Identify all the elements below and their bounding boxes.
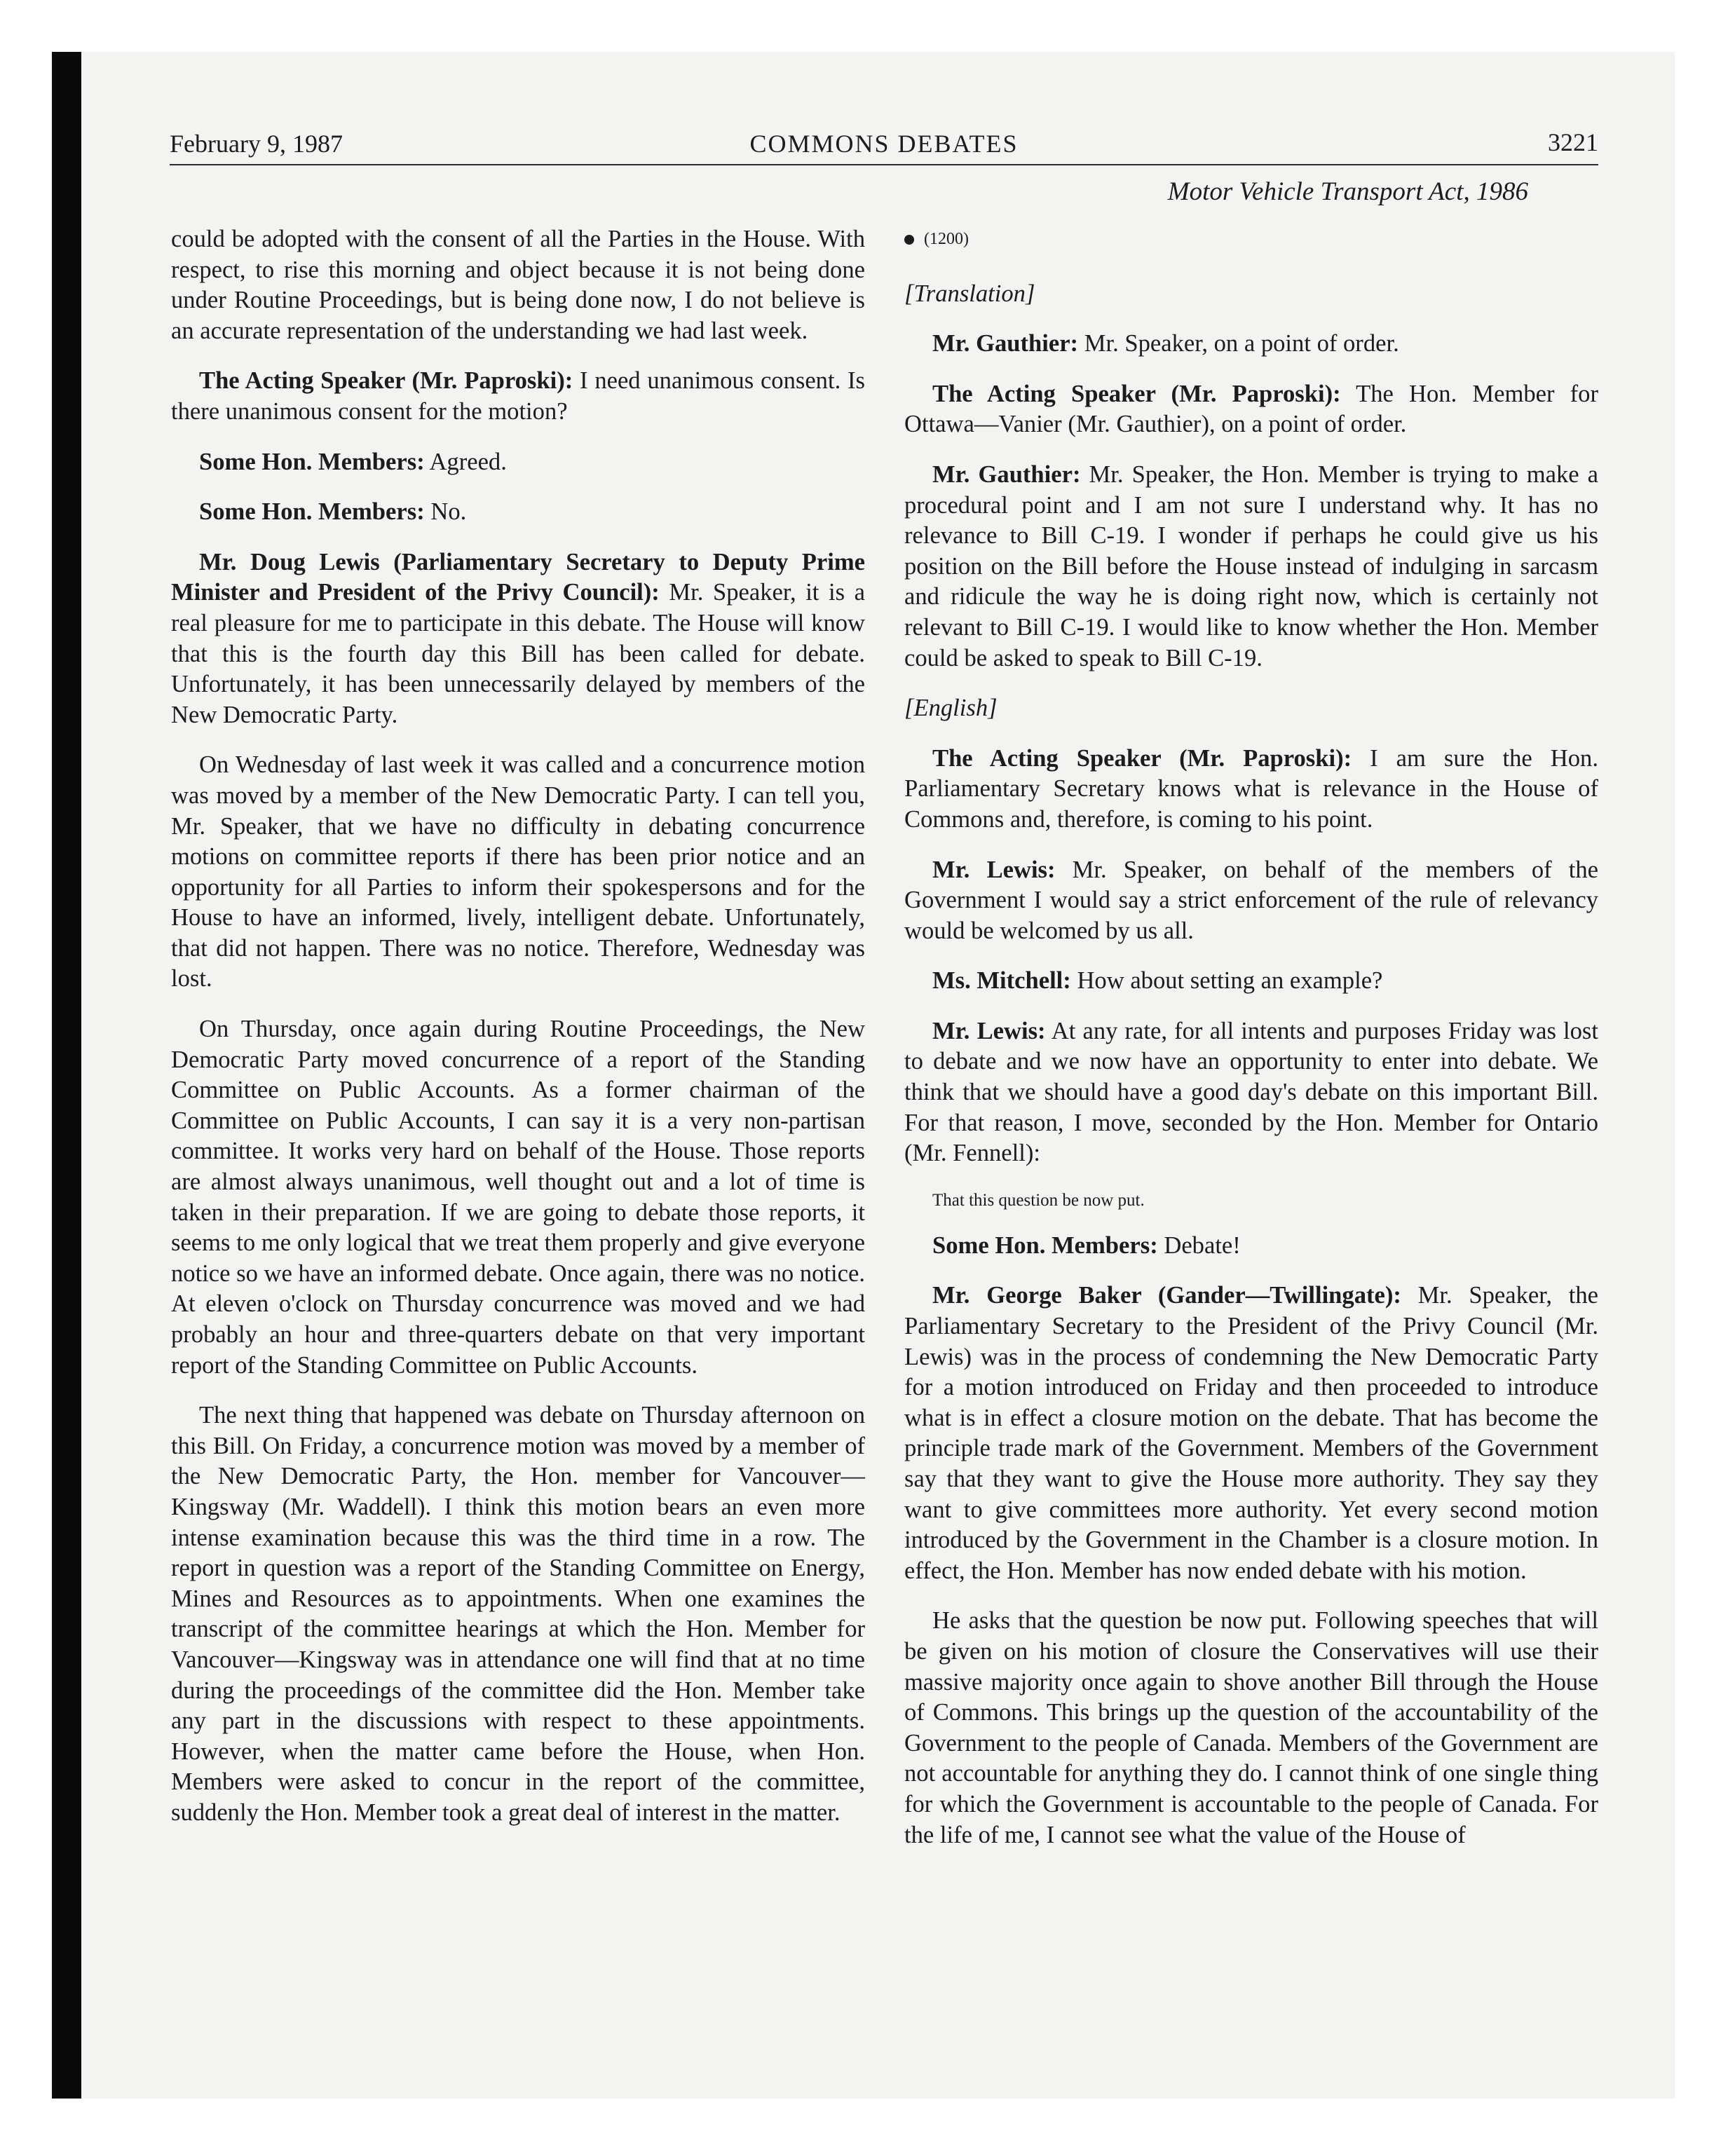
language-tag: [Translation] bbox=[904, 280, 1035, 307]
speech-text: Mr. Speaker, it is a real pleasure for me to participate in this debate. The House will know that this is the fourth day this Bill has been called for debate. Unfortunately, it has been unnecessarily delayed by members of the New Democratic Party. bbox=[171, 579, 865, 728]
speaker-name: Ms. Mitchell: bbox=[932, 967, 1071, 995]
right-column bbox=[904, 224, 1598, 1870]
speech-text: No. bbox=[424, 498, 467, 526]
speech-text: How about setting an example? bbox=[1070, 967, 1383, 995]
speaker-name: Some Hon. Members: bbox=[199, 448, 425, 475]
speech-text: Debate! bbox=[1157, 1231, 1241, 1259]
header-publication: COMMONS DEBATES bbox=[749, 130, 1019, 158]
speech bbox=[171, 547, 865, 731]
speech bbox=[904, 1231, 1598, 1262]
speech bbox=[904, 855, 1598, 947]
running-header bbox=[170, 121, 1598, 165]
speech-text: Mr. Speaker, the Parliamentary Secretary to the President of the Privy Council (Mr. Lewis) was in the process of condemning the New Democratic Party for a motion introduced on Friday and then proceeded to introduce what is in effect a closure motion on the debate. That has become the principle trade mark of the Government. Members of the Government say that they want to give the House more authority. They say they want to give committees more authority. Yet every second motion introduced by the Government in the Chamber is a closure motion. In effect, the Hon. Member has now ended debate with his motion. bbox=[904, 1282, 1598, 1584]
paragraph: On Wednesday of last week it was called and a concurrence motion was moved by a member of the New Democratic Party. I can tell you, Mr. Speaker, that we have no difficulty in debating concurrence motions on committee reports if there has been prior notice and an opportunity for all Parties to inform their spokespersons and for the House to have an informed, lively, intelligent debate. Unfortunately, that did not happen. There was no notice. Therefore, Wednesday was lost. bbox=[171, 751, 865, 992]
speaker-name: The Acting Speaker (Mr. Paproski): bbox=[932, 380, 1341, 407]
speaker-name: Mr. Lewis: bbox=[932, 856, 1056, 883]
left-column bbox=[171, 224, 865, 1848]
speech-text: At any rate, for all intents and purposes Friday was lost to debate and we now have an opportunity to enter into debate. We think that we should have a good day's debate on this important Bill. For that reason, I move, seconded by the Hon. Member for Ontario (Mr. Fennell): bbox=[904, 1017, 1598, 1167]
speech bbox=[904, 966, 1598, 997]
paragraph: On Thursday, once again during Routine Proceedings, the New Democratic Party moved concurrence of a report of the Standing Committee on Public Accounts. As a former chairman of the Committee on Public Accounts, I can say it is a very non-partisan committee. It works very hard on behalf of the House. Those reports are almost always unanimous, well thought out and a lot of time is taken in their preparation. If we are going to debate those reports, it seems to me only logical that we treat them properly and give everyone notice so we have an informed debate. Once again, there was no notice. At eleven o'clock on Thursday concurrence was moved and we had probably an hour and three-quarters debate on that very important report of the Standing Committee on Public Accounts. bbox=[171, 1016, 865, 1379]
time-marker bbox=[904, 224, 1598, 255]
speaker-name: The Acting Speaker (Mr. Paproski): bbox=[932, 744, 1352, 772]
speaker-name: The Acting Speaker (Mr. Paproski): bbox=[199, 367, 573, 395]
header-date: February 9, 1987 bbox=[170, 130, 343, 158]
speech bbox=[904, 329, 1598, 360]
speech bbox=[171, 497, 865, 528]
speech bbox=[904, 1281, 1598, 1586]
header-page-number: 3221 bbox=[1548, 128, 1598, 156]
speech bbox=[904, 460, 1598, 674]
language-tag: [English] bbox=[904, 695, 998, 722]
speaker-name: Mr. Doug Lewis (Parliamentary Secretary to Deputy Prime Minister and President of the Privy Council): bbox=[171, 548, 865, 606]
speaker-name: Some Hon. Members: bbox=[199, 498, 425, 526]
speaker-name: Mr. Lewis: bbox=[932, 1017, 1046, 1044]
speech-text: Mr. Speaker, on behalf of the members of the Government I would say a strict enforcement of the rule of relevancy would be welcomed by us all. bbox=[904, 856, 1598, 944]
speech bbox=[171, 447, 865, 478]
speech-text: I am sure the Hon. Parliamentary Secretary knows what is relevance in the House of Commons and, therefore, is coming to his point. bbox=[904, 744, 1598, 833]
section-subtitle: Motor Vehicle Transport Act, 1986 bbox=[1167, 177, 1528, 206]
speech-text: Agreed. bbox=[424, 448, 507, 475]
speaker-name: Mr. Gauthier: bbox=[932, 330, 1079, 357]
paragraph: He asks that the question be now put. Following speeches that will be given on his motion of closure the Conservatives will use their massive majority once again to shove another Bill through the House of Commons. This brings up the question of the accountability of the Government to the people of Canada. Members of the Government are not accountable for anything they do. I cannot think of one single thing for which the Government is accountable to the people of Canada. For the life of me, I cannot see what the value of the House of bbox=[904, 1607, 1598, 1848]
speech bbox=[904, 379, 1598, 440]
bullet-icon bbox=[904, 235, 914, 245]
speech-text: I need unanimous consent. Is there unanimous consent for the motion? bbox=[171, 367, 865, 425]
paragraph: could be adopted with the consent of all the Parties in the House. With respect, to rise this morning and object because it is not being done under Routine Proceedings, but is being done now, I do not believe is an accurate representation of the understanding we had last week. bbox=[171, 226, 865, 344]
motion-text: That this question be now put. bbox=[932, 1190, 1145, 1210]
speech bbox=[904, 1016, 1598, 1169]
speaker-name: Mr. George Baker (Gander—Twillingate): bbox=[932, 1282, 1401, 1309]
speech bbox=[904, 744, 1598, 835]
speech bbox=[171, 366, 865, 427]
binding-edge bbox=[52, 52, 81, 2099]
speech-text: Mr. Speaker, the Hon. Member is trying to make a procedural point and I am not sure I understand why. It has no relevance to Bill C-19. I wonder if perhaps he could give us his position on the Bill before the House instead of indulging in sarcasm and ridicule the way he is doing right now, which is certainly not relevant to Bill C-19. I would like to know whether the Hon. Member could be asked to speak to Bill C-19. bbox=[904, 460, 1598, 671]
speaker-name: Mr. Gauthier: bbox=[932, 460, 1081, 488]
paragraph: The next thing that happened was debate on Thursday afternoon on this Bill. On Friday, a concurrence motion was moved by a member of the New Democratic Party, the Hon. member for Vancouver—Kingsway (Mr. Waddell). I think this motion bears an even more intense examination because this was the third time in a row. The report in question was a report of the Standing Committee on Energy, Mines and Resources as to appointments. When one examines the transcript of the committee hearings at which the Hon. Member for Vancouver—Kingsway was in attendance one will find that at no time during the proceedings of the committee did the Hon. Member take any part in the discussions with respect to these appointments. However, when the matter came before the House, when Hon. Members were asked to concur in the report of the committee, suddenly the Hon. Member took a great deal of interest in the matter. bbox=[171, 1402, 865, 1826]
speech-text: Mr. Speaker, on a point of order. bbox=[1078, 330, 1399, 357]
speech-text: The Hon. Member for Ottawa—Vanier (Mr. Gauthier), on a point of order. bbox=[904, 380, 1598, 438]
speaker-name: Some Hon. Members: bbox=[932, 1231, 1158, 1259]
time-marker-text: (1200) bbox=[924, 230, 969, 248]
